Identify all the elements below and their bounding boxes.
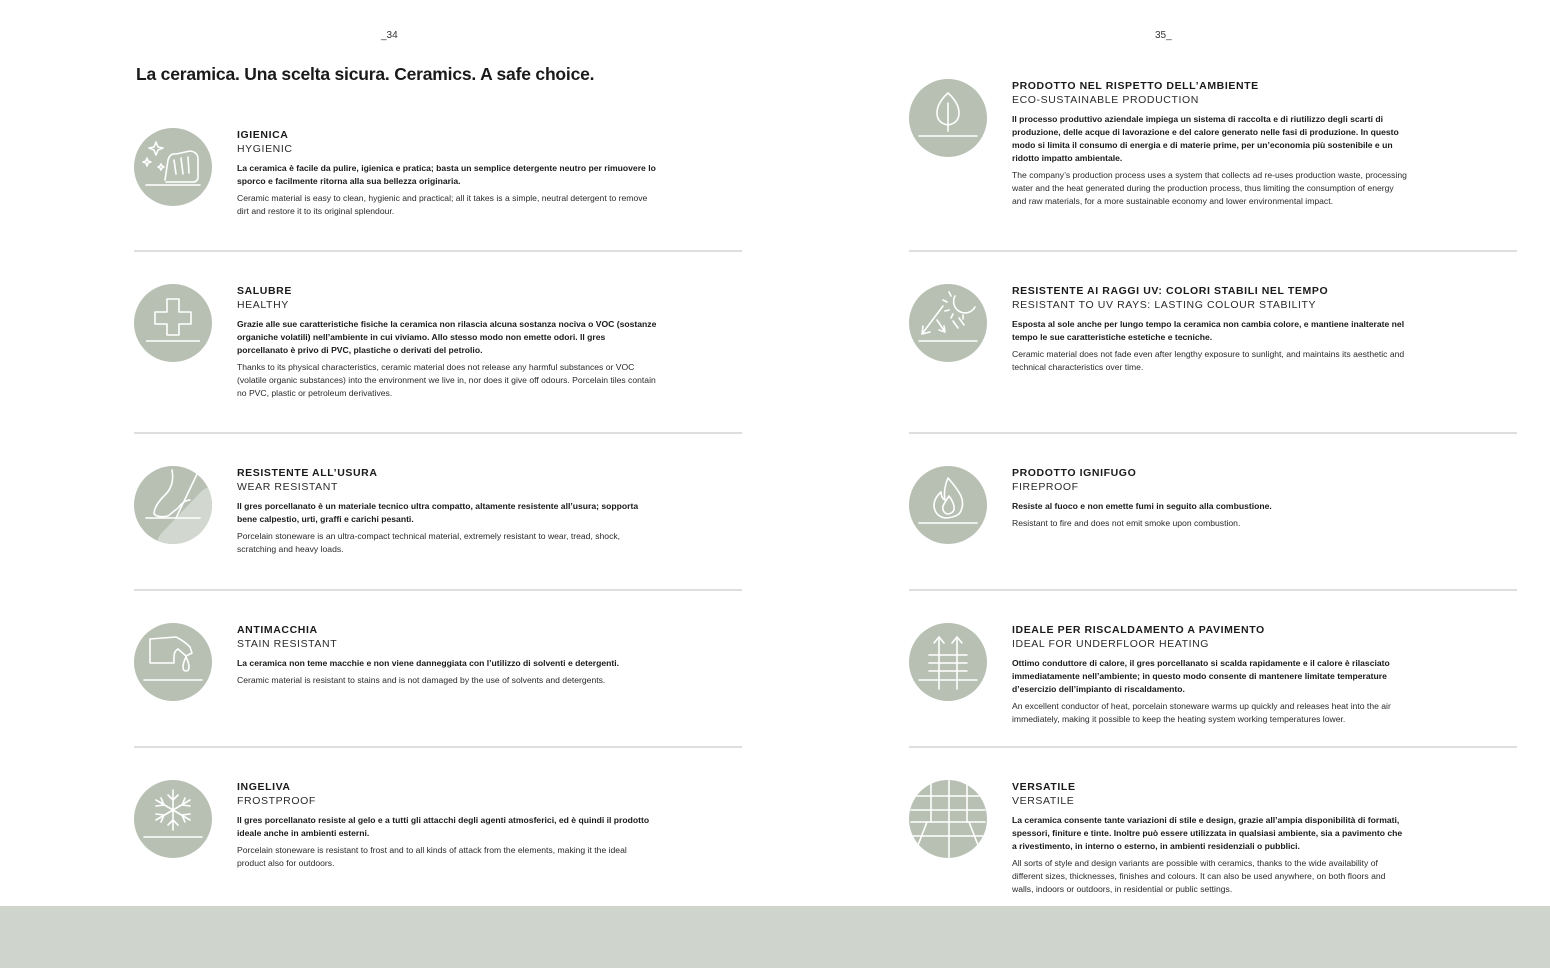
feature-desc-en: Ceramic material does not fade even after lengthy exposure to sunlight, and maintains its aesthetic and technical characteristics over time. [1012,349,1405,372]
feature-title-en: RESISTANT TO UV RAYS: LASTING COLOUR STABILITY [1012,299,1317,311]
feature-title-en: HEALTHY [237,299,289,311]
snowflake-icon [134,780,212,858]
feature-desc-it: Grazie alle sue caratteristiche fisiche la ceramica non rilascia alcuna sostanza nociva o VOC (sostanze organiche volatili) nell’ambiente in cui viviamo. Allo stesso modo non emette odori. Il gres porcellanato è privo di PVC, plastiche o derivati del petrolio. [237,319,657,355]
feature-desc-en: Resistant to fire and does not emit smoke upon combustion. [1012,518,1241,528]
divider [909,589,1517,591]
foot-wear-icon [134,466,212,544]
feature-desc-en: An excellent conductor of heat, porcelain stoneware warms up quickly and releases heat into the air immediately, making it possible to keep the heating system working temperatures lower. [1012,701,1391,724]
feature-title-it: IDEALE PER RISCALDAMENTO A PAVIMENTO [1012,624,1265,636]
feature-title-en: VERSATILE [1012,795,1075,807]
feature-title-it: ANTIMACCHIA [237,624,318,636]
feature-desc-it: Ottimo conduttore di calore, il gres porcellanato si scalda rapidamente e il calore è rilasciato immediatamente nell’ambiente; in questo modo consente di mantenere limitate temperature d’esercizio dell’impianto di riscaldamento. [1012,658,1390,694]
feature-title-en: FROSTPROOF [237,795,316,807]
feature-desc-en: Porcelain stoneware is resistant to frost and to all kinds of attack from the elements, making it the ideal product also for outdoors. [237,845,627,868]
feature-title-it: RESISTENTE ALL’USURA [237,467,378,479]
feature-title-it: SALUBRE [237,285,292,297]
feature-desc-en: The company’s production process uses a system that collects ad re-uses production waste, processing water and the heat generated during the production process, thus limiting the consumption of energy and raw materials, for a more sustainable economy and lower environmental impact. [1012,170,1407,206]
feature-title-en: HYGIENIC [237,143,293,155]
feature-title-en: FIREPROOF [1012,481,1079,493]
feature-title-it: PRODOTTO NEL RISPETTO DELL’AMBIENTE [1012,80,1259,92]
sun-uv-icon [909,284,987,362]
underfloor-heating-icon [909,623,987,701]
divider [134,432,742,434]
feature-title-it: RESISTENTE AI RAGGI UV: COLORI STABILI NEL TEMPO [1012,285,1329,297]
feature-desc-en: Ceramic material is resistant to stains and is not damaged by the use of solvents and detergents. [237,675,606,685]
feature-desc-it: Il gres porcellanato resiste al gelo e a tutti gli attacchi degli agenti atmosferici, ed è quindi il prodotto ideale anche in ambienti esterni. [237,815,650,838]
stain-drop-icon [134,623,212,701]
feature-title-en: WEAR RESISTANT [237,481,338,493]
feature-desc-en: Ceramic material is easy to clean, hygienic and practical; all it takes is a simple, neutral detergent to remove dirt and restore it to its original splendour. [237,193,648,216]
page-number-right: 35_ [1155,30,1172,41]
feature-desc-it: Esposta al sole anche per lungo tempo la ceramica non cambia colore, e mantiene inalterate nel tempo le sue caratteristiche estetiche e tecniche. [1012,319,1405,342]
tile-grid-icon [909,780,987,858]
divider [909,746,1517,748]
health-cross-icon [134,284,212,362]
divider [909,432,1517,434]
divider [134,746,742,748]
feature-title-it: PRODOTTO IGNIFUGO [1012,467,1137,479]
divider [134,250,742,252]
feature-desc-en: Porcelain stoneware is an ultra-compact technical material, extremely resistant to wear, tread, shock, scratching and heavy loads. [237,531,621,554]
divider [909,250,1517,252]
flame-icon [909,466,987,544]
feature-title-it: INGELIVA [237,781,291,793]
feature-desc-it: Il gres porcellanato è un materiale tecnico ultra compatto, altamente resistente all’usura; sopporta bene calpestio, urti, graffi e carichi pesanti. [237,501,639,524]
divider [134,589,742,591]
feature-desc-it: Resiste al fuoco e non emette fumi in seguito alla combustione. [1012,501,1272,511]
feature-title-it: IGIENICA [237,129,289,141]
feature-title-it: VERSATILE [1012,781,1076,793]
footer-band [0,906,1550,968]
feature-desc-en: All sorts of style and design variants are possible with ceramics, thanks to the wide availability of different sizes, thicknesses, finishes and colours. It can also be used anywhere, on both floors and walls, indoors or outdoors, in residential or public settings. [1012,858,1386,894]
feature-desc-it: La ceramica è facile da pulire, igienica e pratica; basta un semplice detergente neutro per rimuovere lo sporco e facilmente ritorna alla sua bellezza originaria. [237,163,656,186]
page-title: La ceramica. Una scelta sicura. Ceramics. A safe choice. [136,64,595,84]
feature-title-en: STAIN RESISTANT [237,638,338,650]
feature-desc-it: La ceramica consente tante variazioni di stile e design, grazie all’ampia disponibilità di formati, spessori, finiture e tinte. Inoltre può essere utilizzata in qualsiasi ambiente, sia a pavimento che a rivestimento, in interno o esterno, in ambienti residenziali o pubblici. [1012,815,1403,851]
feature-title-en: ECO-SUSTAINABLE PRODUCTION [1012,94,1199,106]
page-number-left: _34 [381,30,398,41]
feature-title-en: IDEAL FOR UNDERFLOOR HEATING [1012,638,1210,650]
feature-desc-it: La ceramica non teme macchie e non viene danneggiata con l’utilizzo di solventi e detergenti. [237,658,620,668]
feature-desc-it: Il processo produttivo aziendale impiega un sistema di raccolta e di riutilizzo degli scarti di produzione, delle acque di lavorazione e del calore generato nelle fasi di produzione. In questo modo si limita il consumo di energia e di materie prime, per un’economia più sostenibile e un ridotto impatto ambientale. [1012,114,1399,163]
feature-desc-en: Thanks to its physical characteristics, ceramic material does not release any harmful substances or VOC (volatile organic substances) into the environment we live in, nor does it give off odours. Porcelain tiles contain no PVC, plastic or petroleum derivatives. [237,362,656,398]
leaf-icon [909,79,987,157]
hand-wiping-icon [134,128,212,206]
